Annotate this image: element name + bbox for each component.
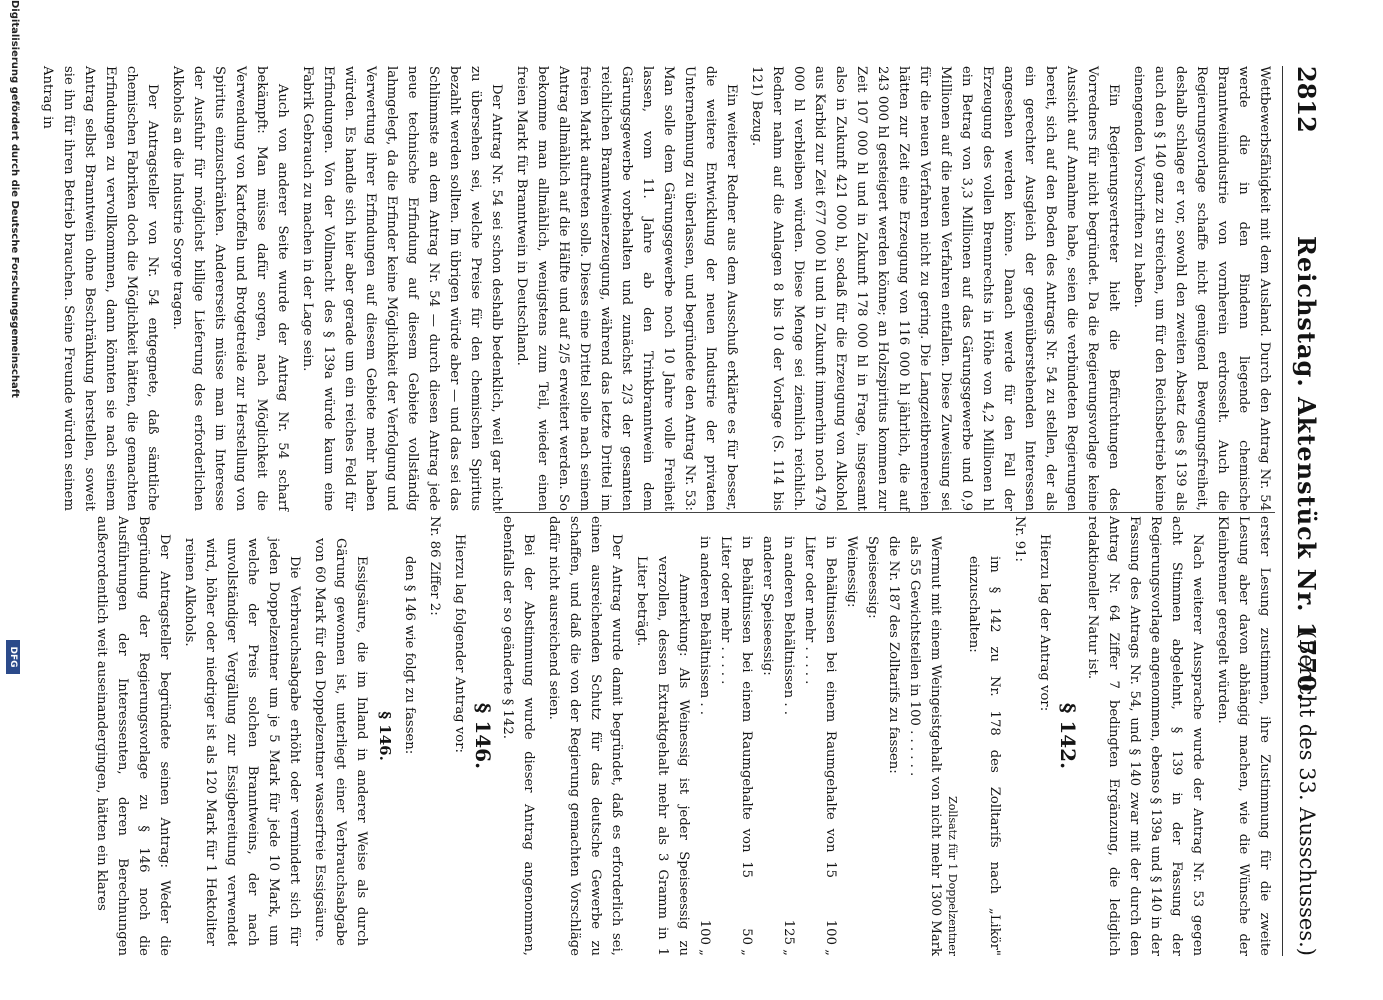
left-column <box>33 66 1275 511</box>
tariff-value <box>883 878 904 956</box>
paragraph: Nach weiterer Aussprache wurde der Antrag Nr. 53 gegen acht Stimmen abgelehnt, § 139 in der Fassung der Regierungsvorlage angenommen, ebenso § 139a und § 140 in der Fassung des Antrags Nr. 54, und § 140 zwar mit der durch den Antrag Nr. 64 Ziffer 7 bedingten Ergänzung, die lediglich redaktioneller Natur ist. <box>1085 516 1205 956</box>
paragraph: Ein Regierungsvertreter hielt die Befürchtungen des Vorredners für nicht begründet. Da die Regierungsvorlage keine Aussicht auf Annahme habe, seien die verbündeten Regierungen bereit, sich auf den Boden des Antrags Nr. 54 zu stellen, der als ein gerechter Ausgleich der gegenüberstehenden Interessen angesehen werden könne. Danach werde für den Fall der Erzeugung des vollen Brennrechts in Höhe von 4,2 Millionen hl ein Betrag von 3,3 Millionen auf das Gärungsgewerbe und 0,9 Millionen auf die neuen Verfahren entfallen. Diese Zuweisung sei für die neuen Verfahren nicht zu gering. Die Langzeitbrennereien hätten zur Zeit eine Erzeugung von 116 000 hl jährlich, die auf 243 000 hl gesteigert werden könne; an Holzspiritus kommen zur Zeit 107 000 hl und in Zukunft 178 000 hl in Frage, insgesamt also in Zukunft 421 000 hl, sodaß für die Erzeugung von Alkohol aus Karbid zur Zeit 677 000 hl und in Zukunft immerhin noch 479 000 hl verbleiben würden. Diese Menge sei ziemlich reichlich. Redner nahm auf die Anlagen 8 bis 10 der Vorlage (S. 114 bis 121) Bezug. <box>749 66 1121 511</box>
tariff-value: 125 „ <box>781 919 796 956</box>
right-column <box>87 516 1275 956</box>
section-heading: § 142. <box>1056 702 1080 770</box>
header-rule <box>1282 66 1283 956</box>
tariff-label: anderer Speiseessig: <box>760 536 775 676</box>
tariff-row <box>841 516 862 956</box>
tariff-value: 100 „ <box>823 919 838 956</box>
tariff-table <box>631 516 959 956</box>
paragraph: Der Antrag Nr. 54 sei schon deshalb bedenklich, weil gar nicht zu übersehen sei, welche Preise für den chemischen Spiritus bezahlt werden sollten. Im übrigen würde aber — und das sei das Schlimmste an dem Antrag Nr. 54 — durch diesen Antrag jede neue technische Erfindung auf diesem Gebiete vollständig lahmgelegt, da die Erfinder keine Möglichkeit der Verfolgung und Verwertung ihrer Erfindungen auf diesem Gebiete mehr haben würden. Es handle sich hier aber gerade um ein reiches Feld für Erfindungen. Von der Vollmacht des § 139a würde kaum eine Fabrik Gebrauch zu machen in der Lage sein. <box>300 66 504 511</box>
paragraph: Ein weiterer Redner aus dem Ausschuß erklärte es für besser, die weitere Entwicklung der neuen Industrie der privaten Unternehmung zu überlassen, und begründete den Antrag Nr. 53: Man solle dem Gärungsgewerbe noch 10 Jahre volle Freiheit lassen, vom 11. Jahre ab den Trinkbranntwein dem Gärungsgewerbe vorbehalten und zunächst 2/3 der gesamten reichlichen Branntweinerzeugung, während das letzte Drittel im freien Markt auftreten solle. Dieses eine Drittel solle nach seinem Antrag allmählich auf die Hälfte und auf 2/5 erweitert werden. So bekomme man allmählich, wenigstens zum Teil, wieder einen freien Markt für Branntwein in Deutschland. <box>514 66 739 511</box>
tariff-row <box>883 516 904 956</box>
page-number: 2812 <box>1292 66 1321 133</box>
paragraph: Der Antrag wurde damit begründet, daß es erforderlich sei, einen ausreichenden Schutz für das deutsche Gewerbe zu schaffen, und daß die von der Regierung gemachten Vorschläge dafür nicht ausreichend seien. <box>546 516 624 956</box>
paragraph: Hierzu lag der Antrag vor: <box>1037 534 1052 712</box>
tariff-note: Anmerkung: Als Weinessig ist jeder Speiseessig zu verzollen, dessen Extraktgehalt mehr als 3 Gramm in 1 Liter beträgt. <box>634 556 691 956</box>
quoted-text <box>179 516 372 956</box>
paragraph: den § 146 wie folgt zu fassen: <box>402 556 417 755</box>
tariff-row <box>778 516 799 956</box>
tariff-row <box>862 516 883 956</box>
tariff-header: Zollsatz für 1 Doppelzentner <box>946 796 959 956</box>
dfg-logo: DFG <box>6 640 20 674</box>
quoted-section-heading: § 146. <box>376 711 394 761</box>
paragraph: Hierzu lag folgender Antrag vor: <box>452 534 467 753</box>
tariff-label: in Behältnissen bei einem Raumgehalte von 15 Liter oder mehr . . . . . <box>718 536 754 878</box>
tariff-value: 1300 Mark <box>928 882 943 956</box>
tariff-label: die Nr. 187 des Zolltarifs zu fassen: <box>886 536 901 774</box>
page-subtitle: (Bericht des 33. Ausschusses.) <box>1295 630 1319 956</box>
page-header <box>1285 66 1321 956</box>
tariff-row <box>799 516 841 956</box>
tariff-label: Wermut mit einem Weingeistgehalt von nicht mehr als 55 Gewichtsteilen in 100 . . . . . . <box>907 536 943 878</box>
paragraph: im § 142 zu Nr. 178 des Zolltarifs nach „Likör" einzuschalten: <box>966 556 1002 956</box>
tariff-value: 50 „ <box>739 928 754 956</box>
paragraph: Bei der Abstimmung wurde dieser Antrag angenommen, ebenfalls der so geänderte § 142. <box>500 516 536 956</box>
tariff-label: in anderen Behältnissen . . <box>697 536 712 715</box>
tariff-value <box>757 878 778 956</box>
paragraph: Der Antragsteller von Nr. 54 entgegnete, daß sämtliche chemischen Fabriken doch die Möglichkeit hätten, die gemachten Erfindungen zu vervollkommnen, dann könnten sie nach seinem Antrag selbst Branntwein ohne Beschränkung herstellen, soweit sie ihn für ihren Betrieb brauchen. Seine Freunde würden seinem Antrag in <box>40 66 160 511</box>
page-title: Reichstag. Aktenstück Nr. 1770. <box>1292 236 1321 702</box>
paragraph: Die Verbrauchsabgabe erhöht oder vermindert sich für jeden Doppelzentner um je 5 Mark für jede 10 Mark, um welche der Preis solchen Branntweins, der nach unvollständiger Vergällung zur Essigbereitung verwendet wird, höher oder niedriger ist als 120 Mark für 1 Hektoliter reinen Alkohols. <box>182 538 302 946</box>
tariff-value: 100 „ <box>697 919 712 956</box>
paragraph: erster Lesung zustimmen, ihre Zustimmung für die zweite Lesung aber davon abhängig machen, wie die Wünsche der Kleinbrenner geregelt würden. <box>1215 516 1272 956</box>
column-divider <box>495 512 1275 513</box>
motion-reference: Nr. 86 Ziffer 2: <box>427 516 442 616</box>
tariff-label: in Behältnissen bei einem Raumgehalte von 15 Liter oder mehr . . . . . <box>802 536 838 878</box>
tariff-label: Speiseessig: <box>865 536 880 619</box>
digitization-credit <box>0 0 20 1000</box>
credit-text: Digitalisierung gefördert durch die Deutsche Forschungsgemeinschaft <box>9 0 20 398</box>
tariff-row <box>757 516 778 956</box>
paragraph: Wettbewerbsfähigkeit mit dem Ausland. Durch den Antrag Nr. 54 werde die in den Bindenn liegende chemische Branntweinindustrie von vornherein erdrosselt. Auch die Regierungsvorlage schaffe nicht genügend Bewegungsfreiheit, deshalb schlage er vor, sowohl den zweiten Absatz des § 139 als auch den § 140 ganz zu streichen, um für den Reichsbetrieb keine einengenden Vorschriften zu haben. <box>1131 66 1272 511</box>
tariff-value <box>841 878 862 956</box>
tariff-label: Weinessig: <box>844 536 859 608</box>
section-heading: § 146. <box>471 702 495 770</box>
tariff-row <box>904 516 946 956</box>
paragraph: Auch von anderer Seite wurde der Antrag Nr. 54 scharf bekämpft: Man müsse dafür sorgen, nach Möglichkeit die Verwendung von Kartoffeln und Brotgetreide zur Herstellung von Spiritus einzuschränken. Andererseits müsse man im Interesse der Ausfuhr für möglichst billige Lieferung des erforderlichen Alkohols an die Industrie Sorge tragen. <box>170 66 290 511</box>
tariff-row <box>694 516 715 956</box>
tariff-label: in anderen Behältnissen . . <box>781 536 796 715</box>
motion-reference: Nr. 91: <box>1012 516 1027 563</box>
paragraph: Essigsäure, die im Inland in anderer Weise als durch Gärung gewonnen ist, unterliegt einer Verbrauchsabgabe von 60 Mark für den Doppelzentner wasserfreie Essigsäure. <box>312 538 369 946</box>
paragraph: Der Antragsteller begründete seinen Antrag: Weder die Begründung der Regierungsvorlage zu § 146 noch die Ausführungen der Interessenten, deren Berechnungen außerordentlich weit auseinandergingen, hätten ein klares <box>94 516 172 956</box>
tariff-value <box>862 878 883 956</box>
tariff-row <box>715 516 757 956</box>
